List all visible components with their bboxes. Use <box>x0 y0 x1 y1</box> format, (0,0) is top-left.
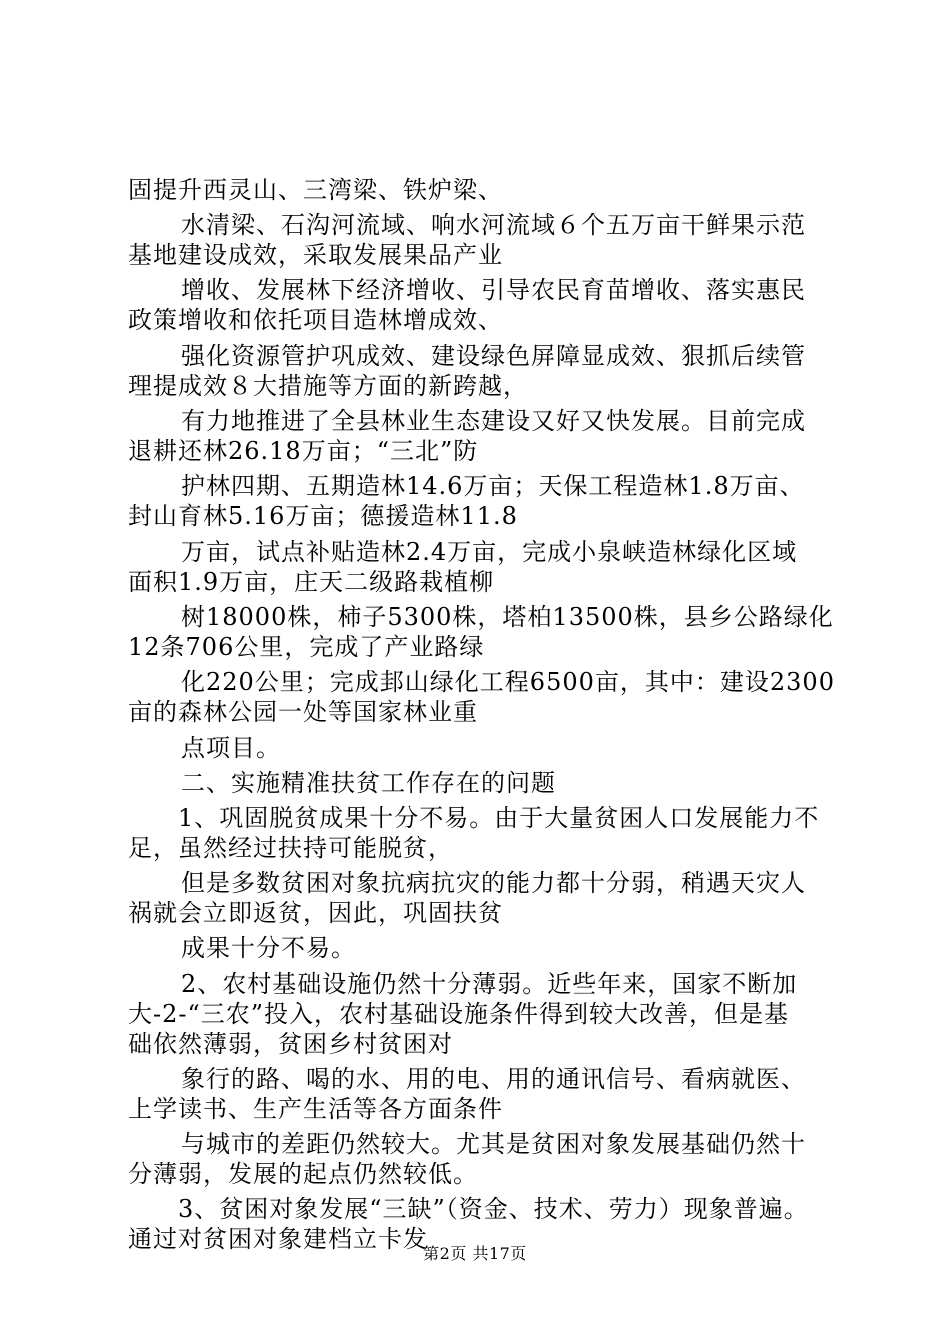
text-line: 点项目。 <box>181 734 281 762</box>
text-line: 1、巩固脱贫成果十分不易。由于大量贫困人口发展能力不 <box>178 804 820 832</box>
text-line: 12条706公里，完成了产业路绿 <box>128 633 485 661</box>
text-line: 护林四期、五期造林14.6万亩；天保工程造林1.8万亩、 <box>181 472 805 500</box>
text-line: 固提升西灵山、三湾梁、铁炉梁、 <box>128 176 503 204</box>
text-line: 与城市的差距仍然较大。尤其是贫困对象发展基础仍然十 <box>181 1130 806 1158</box>
text-line: 理提成效８大措施等方面的新跨越， <box>128 372 528 400</box>
text-line: 政策增收和依托项目造林增成效、 <box>128 306 503 334</box>
text-line: 封山育林5.16万亩；德援造林11.8 <box>128 502 518 530</box>
text-line: 面积1.9万亩，庄天二级路栽植柳 <box>128 568 495 596</box>
text-line: 分薄弱，发展的起点仍然较低。 <box>128 1160 478 1188</box>
text-line: 通过对贫困对象建档立卡发 <box>128 1225 428 1253</box>
text-line: 上学读书、生产生活等各方面条件 <box>128 1095 503 1123</box>
text-line: 强化资源管护巩成效、建设绿色屏障显成效、狠抓后续管 <box>181 342 806 370</box>
text-line: 化220公里；完成邽山绿化工程6500亩，其中：建设2300 <box>181 668 835 696</box>
text-line: 万亩，试点补贴造林2.4万亩，完成小泉峡造林绿化区域 <box>181 538 798 566</box>
text-line: 础依然薄弱，贫困乡村贫困对 <box>128 1030 453 1058</box>
text-line: 3、贫困对象发展“三缺”（资金、技术、劳力）现象普遍。 <box>178 1195 809 1223</box>
text-line: 有力地推进了全县林业生态建设又好又快发展。目前完成 <box>181 407 806 435</box>
text-line: 象行的路、喝的水、用的电、用的通讯信号、看病就医、 <box>181 1065 806 1093</box>
text-line: 但是多数贫困对象抗病抗灾的能力都十分弱，稍遇天灾人 <box>181 869 806 897</box>
page-number: 第2页 共17页 <box>423 1244 527 1263</box>
text-line: 祸就会立即返贫，因此，巩固扶贫 <box>128 899 503 927</box>
text-line: 大-2-“三农”投入，农村基础设施条件得到较大改善，但是基 <box>128 1000 790 1028</box>
text-line: 亩的森林公园一处等国家林业重 <box>128 698 478 726</box>
text-line: 增收、发展林下经济增收、引导农民育苗增收、落实惠民 <box>181 276 806 304</box>
text-line: 树18000株，柿子5300株，塔柏13500株，县乡公路绿化 <box>181 603 834 631</box>
text-line: 足，虽然经过扶持可能脱贫， <box>128 834 453 862</box>
text-line: 退耕还林26.18万亩；“三北”防 <box>128 437 479 465</box>
text-line: 2、农村基础设施仍然十分薄弱。近些年来，国家不断加 <box>181 970 798 998</box>
text-line: 成果十分不易。 <box>181 934 356 962</box>
section-heading: 二、实施精准扶贫工作存在的问题 <box>181 769 556 797</box>
text-line: 基地建设成效，采取发展果品产业 <box>128 241 503 269</box>
text-line: 水清梁、石沟河流域、响水河流域６个五万亩干鲜果示范 <box>181 211 806 239</box>
